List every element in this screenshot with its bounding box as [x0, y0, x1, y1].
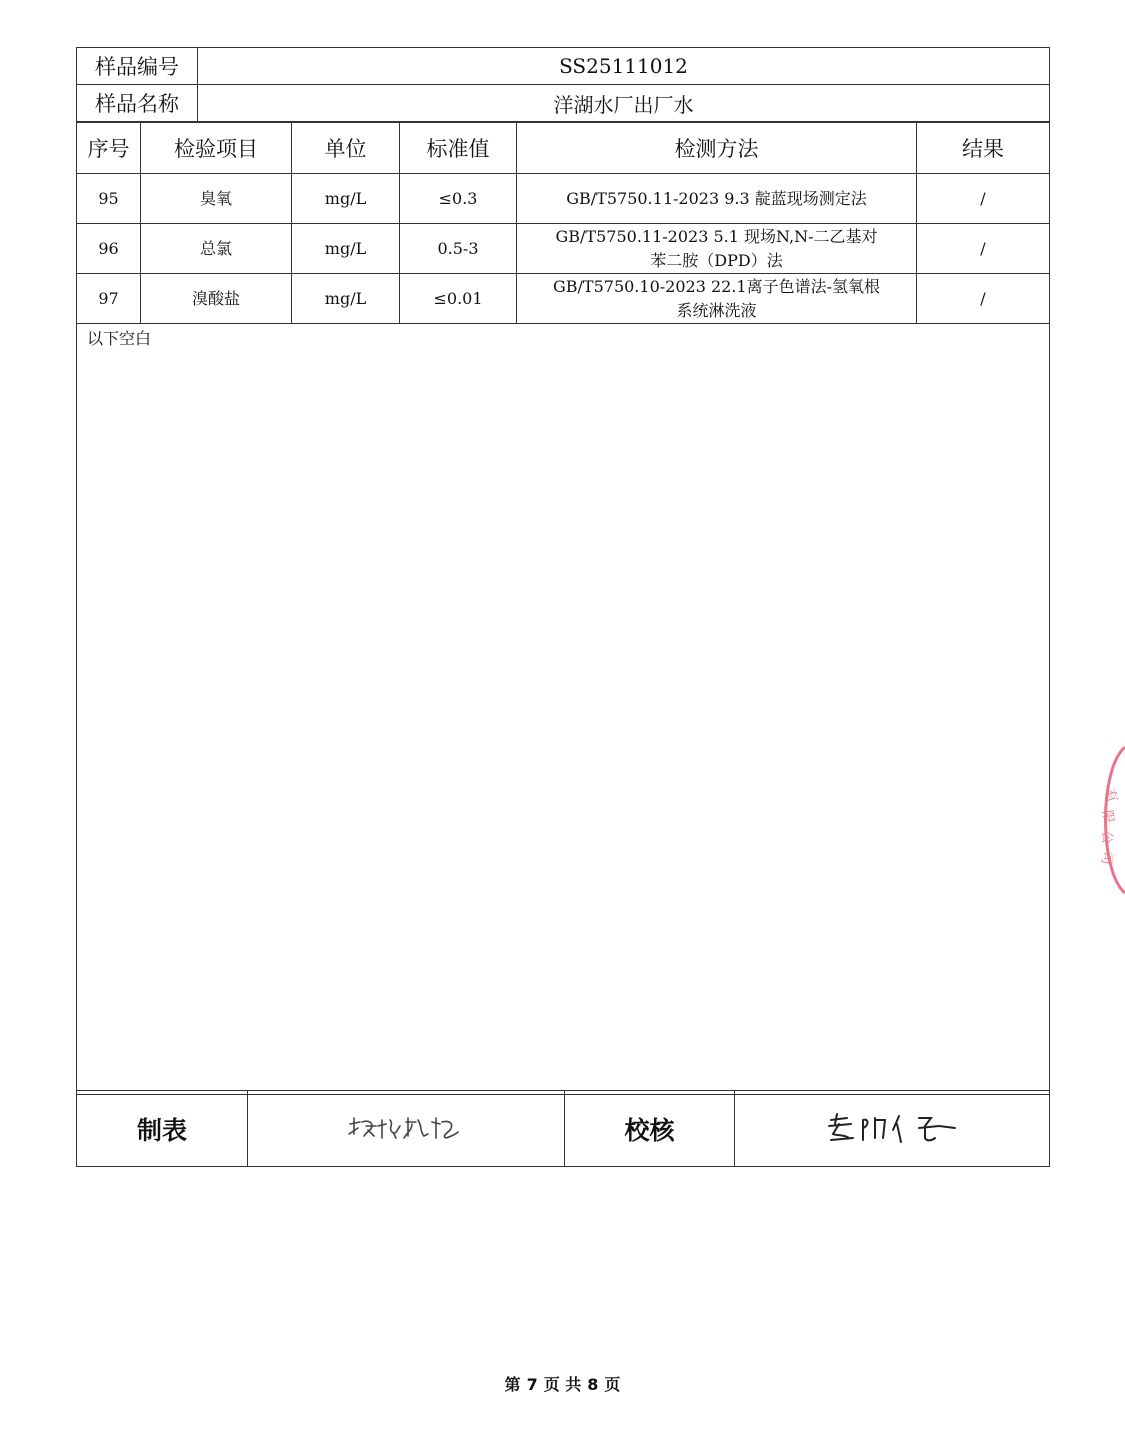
blank-area-row	[77, 324, 1050, 1095]
table-row	[77, 224, 1050, 274]
page-prefix: 第	[504, 1375, 521, 1394]
svg-text:限: 限	[1099, 809, 1117, 825]
row-index: 95	[77, 174, 141, 224]
sample-header-table	[76, 47, 1050, 122]
sample-number-label: 样品编号	[77, 48, 198, 85]
sample-number-row	[77, 48, 1050, 85]
col-method-header: 检测方法	[517, 123, 917, 174]
company-seal-stamp	[1085, 735, 1125, 905]
col-index-header: 序号	[77, 123, 141, 174]
page-suffix: 页	[604, 1375, 621, 1394]
reviewed-by-label: 校核	[565, 1091, 735, 1167]
row-standard: ≤0.01	[400, 274, 517, 324]
row-index: 97	[77, 274, 141, 324]
signature-table	[76, 1090, 1050, 1167]
row-method-line1: GB/T5750.11-2023 5.1 现场N,N-二乙基对	[555, 226, 878, 246]
col-result-header: 结果	[917, 123, 1050, 174]
svg-text:司: 司	[1097, 850, 1115, 866]
row-unit: mg/L	[292, 174, 400, 224]
row-unit: mg/L	[292, 224, 400, 274]
row-item: 臭氧	[141, 174, 292, 224]
row-method	[517, 174, 917, 224]
sample-number-value: SS25111012	[198, 48, 1050, 85]
col-standard-header: 标准值	[400, 123, 517, 174]
row-method-line1: GB/T5750.11-2023 9.3 靛蓝现场测定法	[566, 188, 867, 208]
results-table	[76, 122, 1050, 1095]
total-pages: 8	[587, 1375, 599, 1394]
row-index: 96	[77, 224, 141, 274]
row-result: /	[917, 274, 1050, 324]
row-item: 溴酸盐	[141, 274, 292, 324]
row-result: /	[917, 174, 1050, 224]
row-item: 总氯	[141, 224, 292, 274]
page-number-footer	[0, 1372, 1125, 1395]
reviewed-by-signature	[735, 1091, 1050, 1167]
prepared-by-signature	[248, 1091, 565, 1167]
column-header-row	[77, 123, 1050, 174]
svg-text:有: 有	[1101, 787, 1120, 805]
svg-text:公: 公	[1099, 831, 1114, 845]
row-standard: 0.5-3	[400, 224, 517, 274]
signature-row	[77, 1091, 1050, 1167]
current-page: 7	[526, 1375, 538, 1394]
sample-name-row	[77, 85, 1050, 122]
prepared-by-label: 制表	[77, 1091, 248, 1167]
page-mid: 页 共	[543, 1375, 582, 1394]
col-unit-header: 单位	[292, 123, 400, 174]
row-unit: mg/L	[292, 274, 400, 324]
sample-name-label: 样品名称	[77, 85, 198, 122]
row-result: /	[917, 224, 1050, 274]
table-row	[77, 274, 1050, 324]
row-method-line2: 系统淋洗液	[676, 300, 757, 320]
table-row	[77, 174, 1050, 224]
handwritten-signature-reviewed	[827, 1112, 957, 1146]
row-standard: ≤0.3	[400, 174, 517, 224]
col-item-header: 检验项目	[141, 123, 292, 174]
blank-note: 以下空白	[77, 324, 1050, 1095]
handwritten-signature-prepared	[346, 1114, 466, 1144]
sample-name-value: 洋湖水厂出厂水	[198, 85, 1050, 122]
row-method-line1: GB/T5750.10-2023 22.1离子色谱法-氢氧根	[552, 276, 880, 296]
row-method-line2: 苯二胺（DPD）法	[650, 250, 783, 270]
row-method	[517, 274, 917, 324]
row-method	[517, 224, 917, 274]
